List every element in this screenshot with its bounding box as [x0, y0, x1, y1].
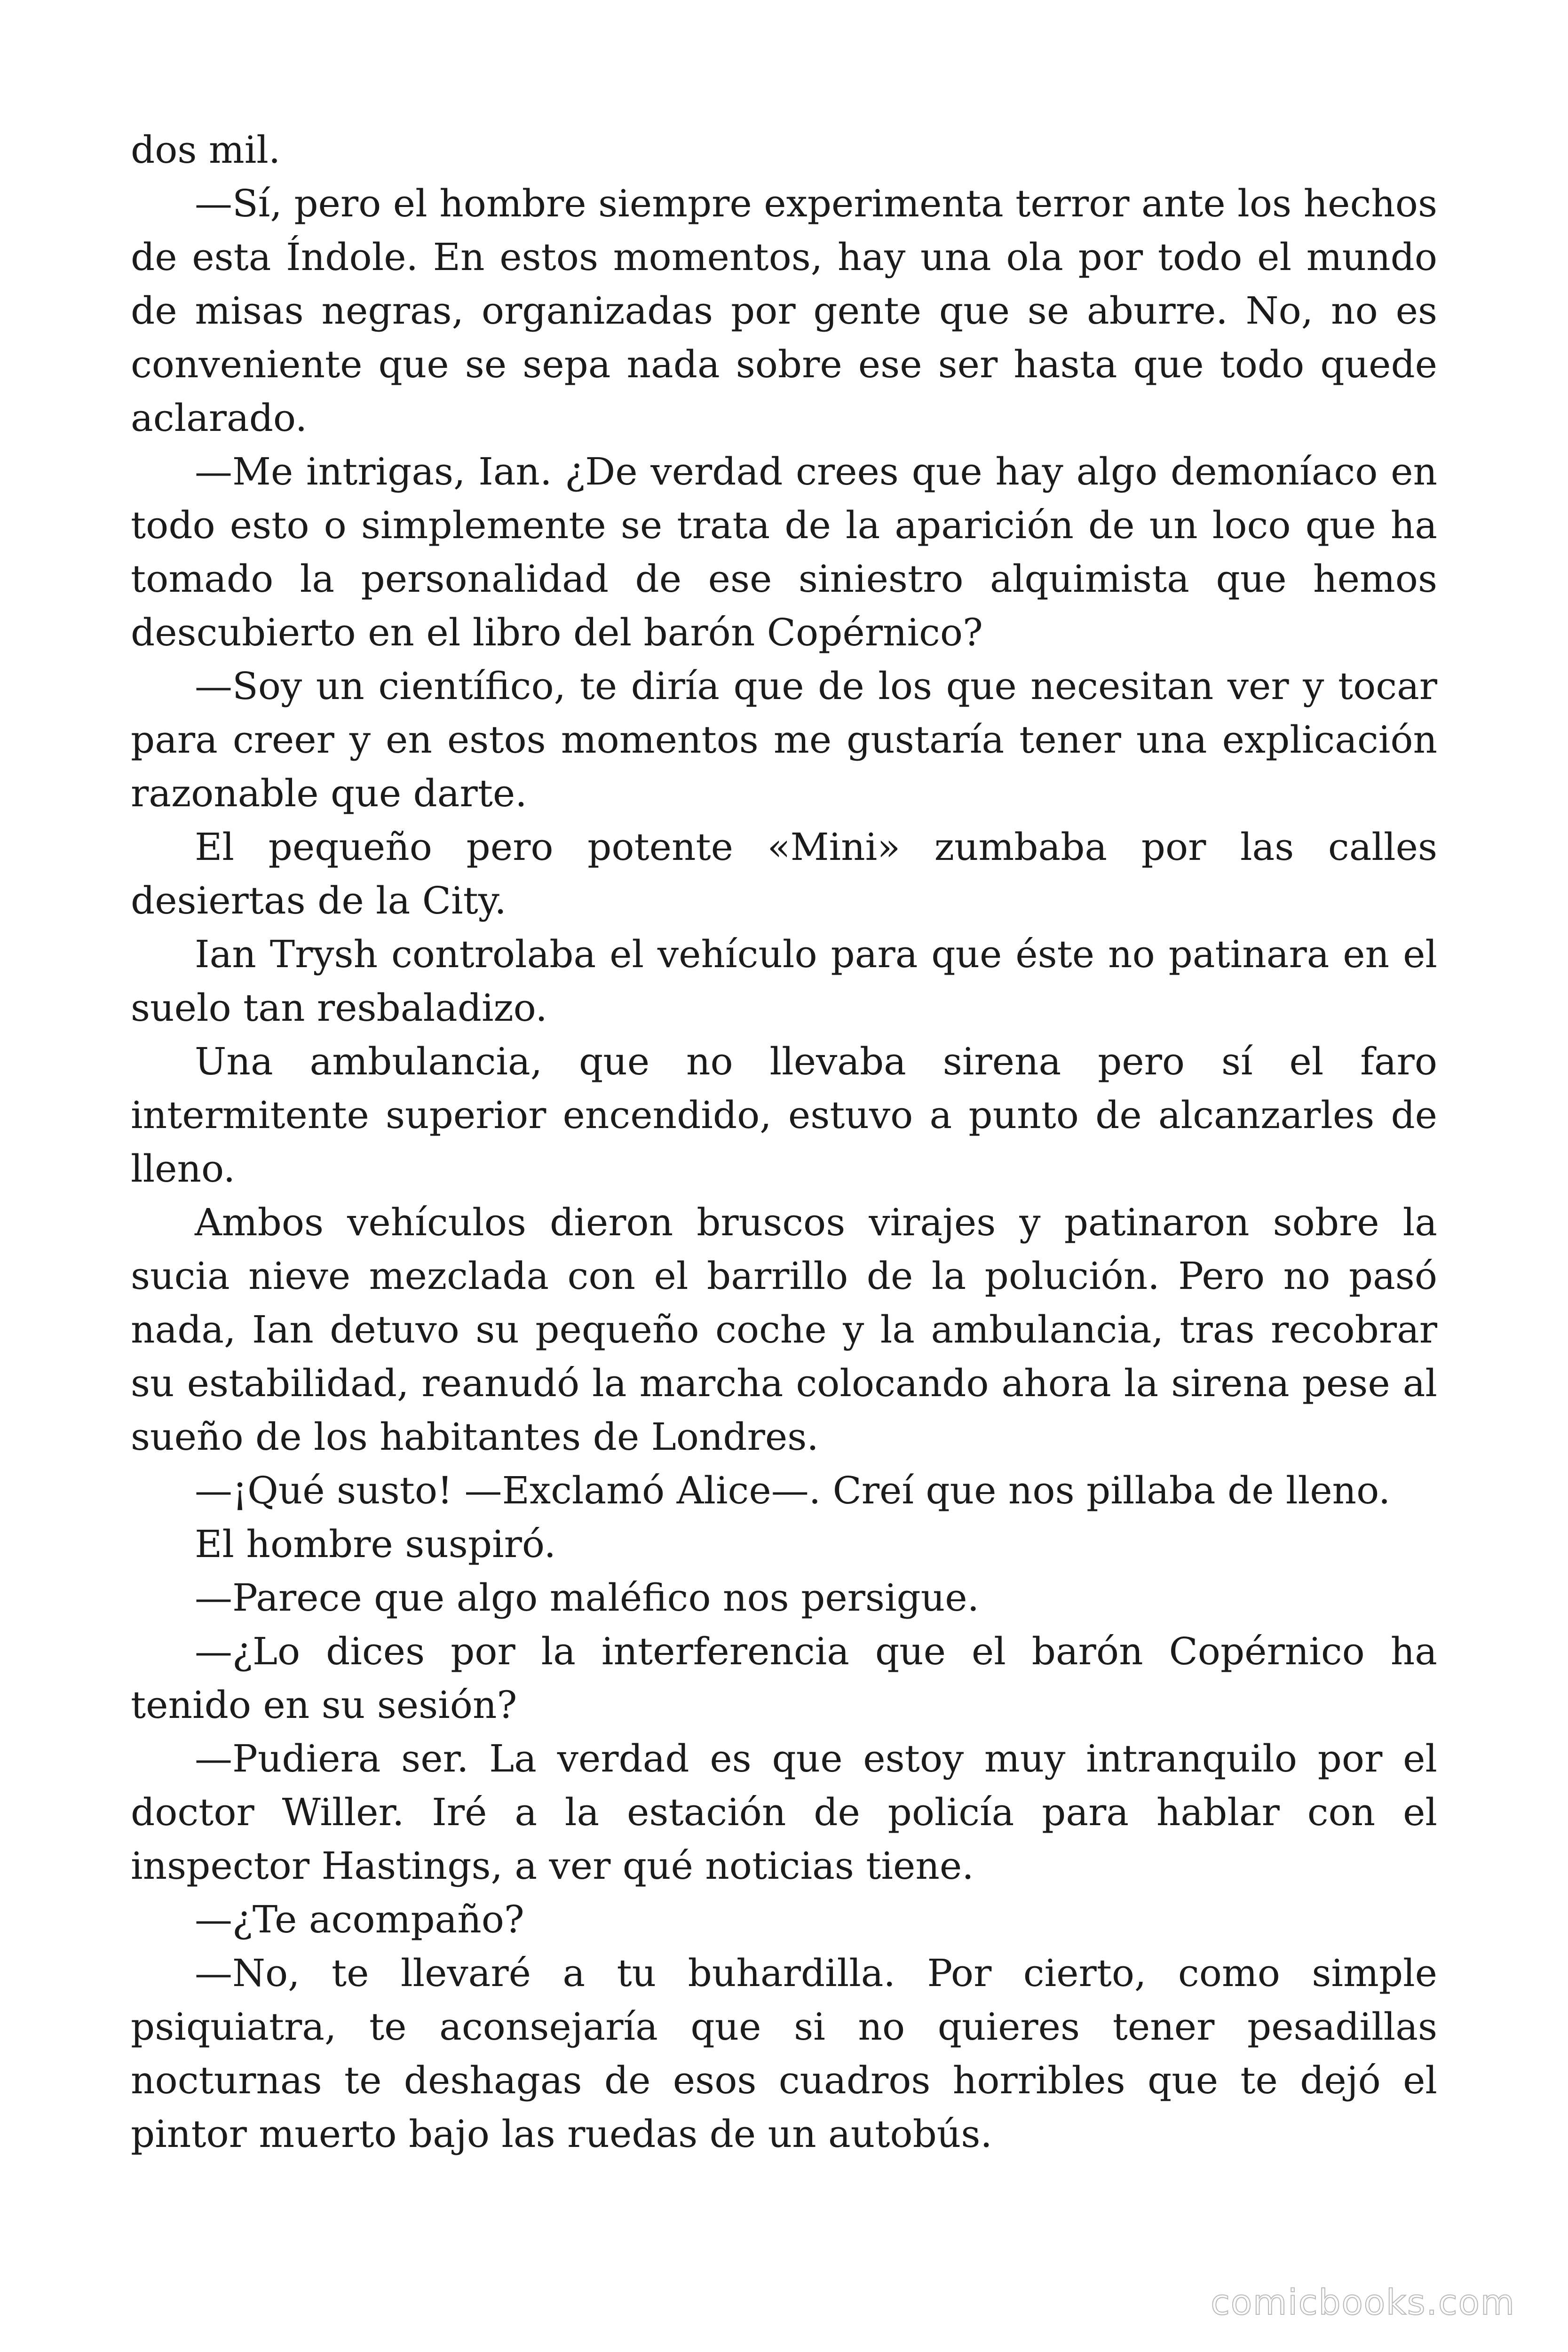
paragraph-12: —¿Lo dices por la interferencia que el barón Copérnico ha tenido en su sesión?: [131, 1629, 1437, 1727]
paragraph-5: El pequeño pero potente «Mini» zumbaba por las calles desiertas de la City.: [131, 825, 1437, 922]
paragraph-11: —Parece que algo maléfico nos persigue.: [195, 1576, 980, 1620]
paragraph-2: —Sí, pero el hombre siempre experimenta terror ante los hechos de esta Índole. En estos momentos, hay una ola por todo el mundo de misas negras, organizadas por gente que se aburre. No, no es conveniente que se sepa nada sobre ese ser hasta que todo quede aclarado.: [131, 182, 1437, 440]
paragraph-10: El hombre suspiró.: [195, 1522, 556, 1566]
paragraph-3: —Me intrigas, Ian. ¿De verdad crees que hay algo demoníaco en todo esto o simplemente se trata de la aparición de un loco que ha tomado la personalidad de ese siniestro alquimista que hemos descubierto en el libro del barón Copérnico?: [131, 450, 1437, 654]
body-text: [131, 123, 1437, 2161]
paragraph-14: —¿Te acompaño?: [195, 1898, 524, 1941]
paragraph-9: —¡Qué susto! —Exclamó Alice—. Creí que nos pillaba de lleno.: [195, 1469, 1391, 1512]
paragraph-15: —No, te llevaré a tu buhardilla. Por cierto, como simple psiquiatra, te aconsejaría que si no quieres tener pesadillas nocturnas te deshagas de esos cuadros horribles que te dejó el pintor muerto bajo las ruedas de un autobús.: [131, 1951, 1437, 2156]
paragraph-1: dos mil.: [131, 128, 281, 172]
paragraph-13: —Pudiera ser. La verdad es que estoy muy intranquilo por el doctor Willer. Iré a la estación de policía para hablar con el inspector Hastings, a ver qué noticias tiene.: [131, 1737, 1437, 1888]
paragraph-7: Una ambulancia, que no llevaba sirena pero sí el faro intermitente superior encendido, estuvo a punto de alcanzarles de lleno.: [131, 1040, 1437, 1191]
watermark-logo: comicbooks.com: [1211, 2282, 1515, 2323]
paragraph-8: Ambos vehículos dieron bruscos virajes y patinaron sobre la sucia nieve mezclada con el barrillo de la polución. Pero no pasó nada, Ian detuvo su pequeño coche y la ambulancia, tras recobrar su estabilidad, reanudó la marcha colocando ahora la sirena pese al sueño de los habitantes de Londres.: [131, 1200, 1437, 1459]
paragraph-6: Ian Trysh controlaba el vehículo para que éste no patinara en el suelo tan resbaladizo.: [131, 932, 1437, 1030]
paragraph-4: —Soy un científico, te diría que de los que necesitan ver y tocar para creer y en estos momentos me gustaría tener una explicación razonable que darte.: [131, 664, 1437, 815]
